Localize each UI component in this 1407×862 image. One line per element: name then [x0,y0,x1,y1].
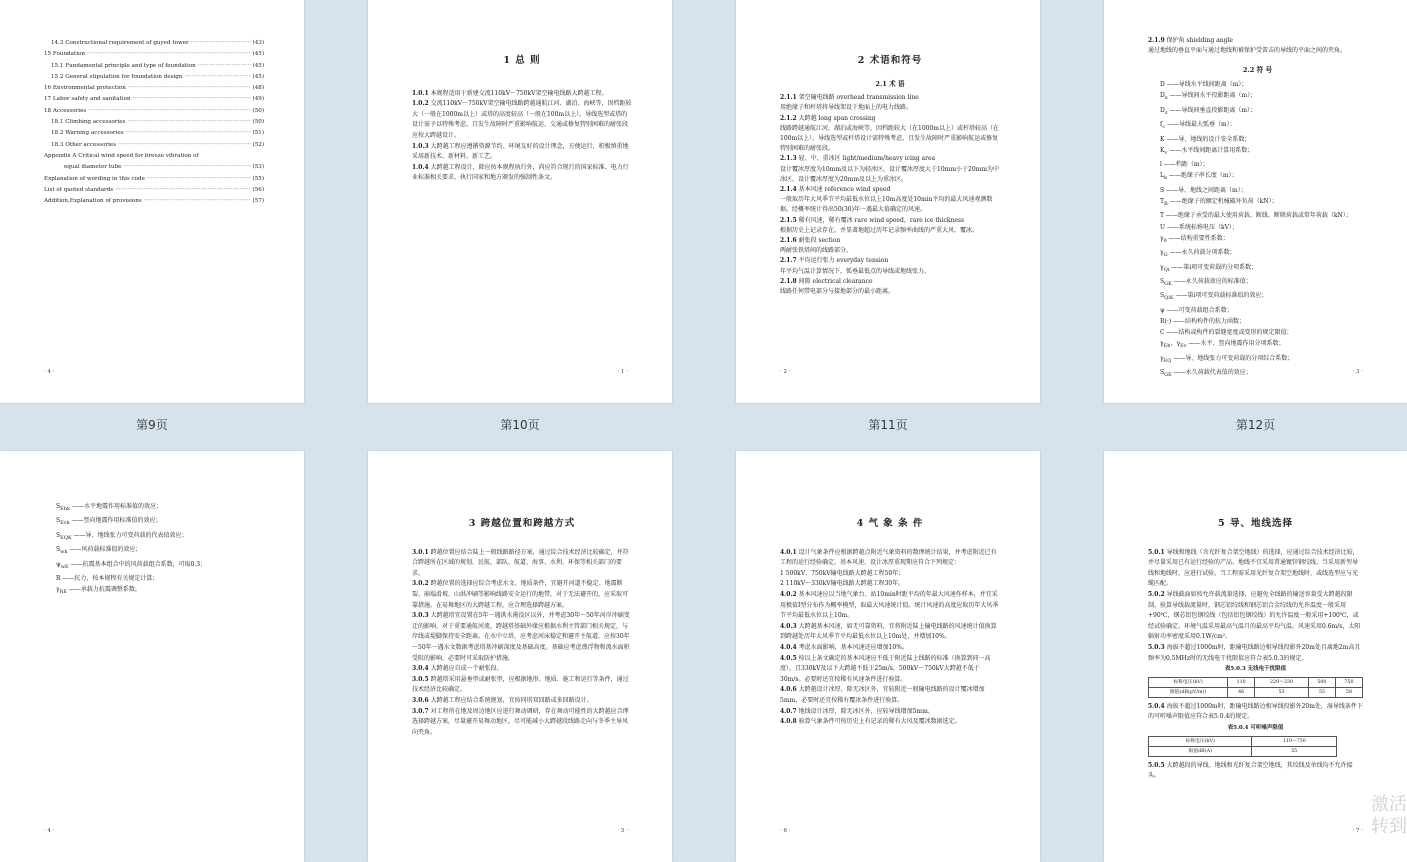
paragraph: 5.0.5 大跨越段的导线、地线和光纤复合架空地线，其绞线及单线均不允许接头。 [1148,761,1353,780]
toc-page-number: (49) [252,96,264,103]
page-number: · 2 · [780,369,791,375]
paragraph: 5.0.3 海拔不超过1000m时，距输电线路边相导线投影外20m处且离地2m高且频率为0.5MHz时的无线电干扰限值应符合表5.0.3的规定。 [1148,643,1361,662]
paragraph: 两耐张铁塔间的线路部分。 [780,247,853,255]
toc-page-number: (53) [252,164,264,171]
toc-entry-title: 18.2 Warning accessories [51,130,124,137]
table-cell: 55 [1252,746,1337,756]
chapter-title: 3 跨越位置和跨越方式 [468,518,576,529]
table-cell: 55 [1308,687,1335,697]
toc-page-number: (51) [252,130,264,137]
toc-entry [44,128,264,139]
table-caption: 表5.0.3 无线电干扰限值 [1224,666,1287,673]
paragraph: 2.1.9 保护角 shielding angle [1148,37,1233,44]
symbol-item: $\gamma_0$ ——结构重要性系数； [1160,234,1229,244]
toc-leader [115,185,250,196]
symbol-item: $S_{QiK}$ ——第i项可变荷载标准值的效应； [1160,292,1268,302]
paragraphs [780,93,1000,297]
paragraph: 2.1.7 平均运行张力 everyday tension [780,257,889,265]
paragraph: 3.0.4 大跨越应自成一个耐张段。 [412,665,503,673]
paragraph: 5.0.2 导线截面如按允许载流量选择，应避免全线路的输送容量受大跨越段限制。验算导线载流量时，钢芯铝绞线和钢芯铝合金绞线的允许温度一般采用+90℃，钢芯铝包钢绞线（包括铝包钢绞线）的允许温度一般采用+100℃，或经试验确定。环境气温采用最高气温月的最高平均气温，风速采用0.6m/s，太阳辐射功率密度采用0.1W/cm²。 [1148,590,1361,641]
paragraphs [412,548,632,739]
paragraph: 1 500kV、750kV输电线路大跨越工程50年； [780,569,905,577]
toc-page-number: (55) [252,175,264,182]
paragraph: 3.0.1 跨越位置应结合陆上一般线路路径方案，通过综合技术经济比较确定，并符合跨越所在区域的规划、民航、部队、航道、海事、水利、环保等相关部门的要求。 [412,548,629,577]
paragraph: 一般取历年大风季节平均最低水位以上10m高度处10min平均的最大风速观测数据，经概率统计得出50(30)年一遇最大值确定的风速。 [780,196,993,214]
table-cell: 限值dB(A) [1149,746,1252,756]
toc-leader [87,49,251,60]
paragraph: 线路任何带电部分与接地部分的最小距离。 [780,288,895,296]
page-number: · 3 · [1352,369,1363,375]
paragraph: 2.1.8 间隙 electrical clearance [780,277,873,285]
paragraph [1148,702,1363,723]
toc-entry [44,106,264,117]
page-content [780,36,1000,297]
symbol-item: $L_k$ ——绝缘子串长度（m）； [1160,172,1238,182]
toc-leader [147,174,251,185]
toc-entry-title: equal diameter tube [64,164,122,171]
toc-leader [144,196,251,207]
paragraph: 年平均气温计算情况下，弧垂最低点的导线或地线张力。 [780,267,931,275]
toc-entry [44,117,264,128]
paragraph: 4.0.7 地线设计冰厚，除无冰区外，应较导线增加5mm。 [780,707,934,715]
toc-entry-title: 14.3 Constructional requirement of guyed tower [51,40,189,46]
paragraphs [1148,36,1367,57]
table-cell: 标称电压(kV) [1149,736,1252,746]
table-cell: 53 [1255,687,1309,697]
toc-entry-title: 16 Environmental protection [44,85,126,92]
toc-entry-title: 15.2 General stipulation for foundation design [51,73,183,80]
paragraph: 2.1.5 稀有风速，稀有覆冰 rare wind speed，rare ice thickness [780,216,965,224]
symbol-item: R ——抗力，按本规程有关规定计算； [56,574,159,582]
symbol-item: U ——系统标称电压（kV）； [1160,223,1238,231]
page-content [412,499,632,738]
paragraph: 2.1.4 基本风速 reference wind speed [780,186,891,194]
symbol-item: $S_{EQK}$ ——导、地线张力可变荷载的代表值效应； [56,531,188,541]
paragraph: 5.0.1 导线和地线（含光纤复合架空地线）的选择，应通过综合技术经济比较，并尽量采用已有运行经验的产品。地线不宜采用普通镀锌钢绞线。当采用新型导线和地线时，应进行试验。当工程需采用光纤复合架空地线时，或线选型应与光缆匹配。 [1148,548,1359,588]
paragraphs [412,89,632,184]
toc-page-number: (45) [252,62,264,69]
toc-page-number: (52) [252,141,264,148]
chapter-title: 5 导、地线选择 [1218,518,1293,529]
symbol-item: $\psi_{wE}$ ——抗震基本组合中的风荷载组合系数，可取0.3； [56,560,207,570]
toc-leader [128,83,251,94]
paragraph: 3.0.6 大跨越工程应结合系统规划，宜按同塔双回路或多回路设计。 [412,696,593,704]
symbol-item: $K_v$ ——水平线间距离计算用系数； [1160,146,1254,156]
symbol-item: $\gamma_{Qi}$ ——第i项可变荷载的分项系数； [1160,263,1258,273]
toc-entry [44,140,264,151]
page-9[interactable] [0,0,304,403]
toc-list [44,38,264,207]
table-row [1149,736,1337,746]
symbol-item: $S_{Ehk}$ ——水平地震作用标准值的效应； [56,503,162,513]
toc-entry-title: 18.3 Other accessories [51,141,117,148]
table-cell: 限值(dB(μV/m)) [1149,687,1228,697]
table-cell: 标称电压(kV) [1149,677,1228,687]
page-number: · 7 · [1352,828,1363,834]
chapter-title: 4 气 象 条 件 [856,518,924,529]
page-content [44,501,264,599]
toc-entry [44,174,264,185]
paragraph: 4.0.4 考虑水面影响，基本风速还应增加10%。 [780,643,908,651]
page-number: · 4 · [44,828,55,834]
paragraph: 2.1.2 大跨越 long span crossing [780,114,876,122]
table-cell: 750 [1335,677,1362,687]
paragraph: 4.0.8 验算气象条件可按历史上有记录的稀有大风及覆冰数据选定。 [780,718,961,726]
page-12[interactable] [1104,0,1407,403]
page-number: · 5 · [617,828,628,834]
toc-page-number: (48) [252,85,264,92]
toc-entry [44,162,264,173]
toc-leader [133,94,251,105]
toc-page-number: (45) [252,51,264,58]
symbol-item: K ——导、地线的设计安全系数； [1160,135,1251,143]
paragraph: 2.1.3 轻、中、重冰区 light/medium/heavy icing area [780,155,936,163]
toc-leader [126,128,251,139]
page-number: · 1 · [617,369,628,375]
page-content [412,36,632,184]
table-cell: 46 [1228,687,1255,697]
toc-entry [44,38,264,49]
paragraph: 2 110kV～330kV输电线路大跨越工程30年。 [780,580,905,588]
toc-entry [44,61,264,72]
paragraphs [780,548,1000,728]
symbol-item: $S_{GK}$ ——永久荷载效应的标准值； [1160,277,1252,288]
table-row [1149,687,1363,697]
page-11[interactable] [736,0,1040,403]
caption-page-11[interactable]: 第11页 [868,418,908,432]
symbol-item: $\gamma_{EQ}$ ——导、地线张力可变荷载的分项综合系数； [1160,354,1294,364]
toc-page-number: (50) [252,107,264,114]
audible-noise-table [1148,736,1337,757]
toc-entry-title: 15 Foundation [44,51,85,58]
symbol-item: $T_R$ ——绝缘子的额定机械破坏负荷（kN）； [1160,197,1278,208]
page-content [780,499,1000,728]
symbol-item: $S_{wk}$ ——风荷载标准值的效应； [56,546,142,556]
toc-entry [44,185,264,196]
watermark-line: 转到 [1371,816,1407,837]
symbol-item: R(·) ——结构构件的抗力函数； [1160,317,1246,325]
symbol-item: ψ ——可变荷载组合系数； [1160,306,1233,314]
page-14[interactable] [368,451,672,862]
paragraph: 线路跨越通航江河、湖泊或海峡等，因档距较大（在1000m以上）或杆塔较高（在100m以上），导线选型或杆塔设计需特殊考虑，且发生故障时严重影响航运或修复特别困难的耐张段。 [780,124,999,153]
page-content [1148,36,1367,382]
table-cell: 220～330 [1255,677,1309,687]
symbol-item: $D_x$ ——导线间水平投影距离（m）； [1160,92,1257,102]
paragraph: 3.0.3 大跨越塔宜设置在5年一遇洪水淹没区以外，并考虑30年～50年河岸冲刷变迁的影响。对于重要通航河流，跨越塔基础外缘应根据水利主管部门相关规定，与岸线或堤脚保持安全距离。在水中立塔，应考虑河床稳定和避开主航道，应按30年～50年一遇水文数据考虑塔基冲刷深度及基础高度。基础应考虑漂浮物和流水面积受阻的影响，必要时可采取防护措施。 [412,612,630,662]
toc-leader [191,38,251,49]
toc-entry-title: List of quoted standards [44,186,114,193]
symbol-item: $\gamma_{RE}$ ——承载力抗震调整系数。 [56,586,141,596]
toc-leader [123,162,250,173]
toc-entry [44,83,264,94]
symbol-item: S ——导、地线之间距离（m）； [1160,186,1247,194]
paragraph: 3.0.7 对工程所在地及周边地区应进行舞动调研，存在舞动可能性的大跨越应合理选择跨越方案，尽量避开易舞动地区，尽可能减小大跨越段线路走向与冬季主导风向夹角。 [412,707,629,736]
paragraph: 通过地线的垂直平面与通过地线和被保护受雷击的导线的平面之间的夹角。 [1148,47,1347,55]
toc-page-number: (43) [252,40,264,46]
paragraph: 用绝缘子和杆塔将导线架设于地面上的电力线路。 [780,104,913,112]
paragraph: 4.0.5 按以上条文确定的基本风速应不低于附近陆上线路的标准（换算到同一高度），且330kV及以下大跨越不低于25m/s，500kV～750kV大跨越不低于30m/s。必要时还宜按稀有风速条件进行验算。 [780,654,991,683]
symbol-list [1148,79,1367,381]
toc-page-number: (50) [252,119,264,126]
toc-entry [44,94,264,105]
paragraph: 3.0.5 跨越塔采用悬垂型或耐张型，应根据地形、地质、施工和运行等条件，通过技术经济比较确定。 [412,675,629,694]
toc-leader [127,117,250,128]
toc-leader [198,61,251,72]
table-cell: 110～750 [1252,736,1337,746]
activation-watermark [1371,794,1407,838]
paragraph: 4.0.1 设计气象条件应根据跨越点附近气象资料的数理统计结果，并考虑附近已有工程的运行经验确定，基本风速、设计冰厚重现期应符合下列规定： [780,548,997,567]
toc-entry-title: Addition,Explanation of provisions [44,198,142,205]
chapter-title: 1 总 则 [503,55,541,66]
symbol-item: $S_{Evk}$ ——竖向地震作用标准值的效应； [56,517,162,527]
symbol-item: C ——结构或构件的裂缝宽度或变形的规定限值； [1160,329,1293,337]
table-cell: 58 [1335,687,1362,697]
table-caption: 表5.0.4 可听噪声限值 [1227,724,1284,731]
page-10[interactable] [368,0,672,403]
toc-entry-title: 15.1 Fundamental principle and type of foundation [51,62,196,69]
symbol-item: $\gamma_{Eh}$、$\gamma_{Ev}$ ——水平、竖向地震作用分项系数； [1160,340,1285,350]
toc-entry [44,72,264,83]
paragraph: 1.0.1 本规程适用于新建交流110kV～750kV架空输电线路大跨越工程。 [412,89,608,97]
paragraph: 5.0.4 海拔不超过1000m时，距输电线路边相导线投影外20m处，湿导线条件下的可听噪声限值应符合表5.0.4的规定。 [1148,702,1363,721]
toc-entry-title: 17 Labor safety and sanitation [44,96,131,103]
symbol-item: l ——档距（m）； [1160,161,1209,169]
paragraph: 2.1.6 耐张段 section [780,237,841,245]
toc-leader [184,72,250,83]
symbol-item: T ——绝缘子承受的最大使用荷载、断线、断联荷载或常年荷载（kN）； [1160,212,1352,220]
page-number: · 6 · [780,828,791,834]
page-16[interactable] [1104,451,1407,862]
page-13[interactable] [0,451,304,862]
radio-interference-table [1148,677,1363,698]
toc-entry-title: Explanation of wording in this code [44,175,145,182]
toc-entry-title: 18.1 Climbing accessories [51,119,126,126]
caption-page-9[interactable]: 第9页 [136,418,168,432]
toc-entry-title: 18 Accessories [44,107,87,114]
paragraph: 根据历史上记录存在，并显著地超过历年记录频率曲线的严重大风、覆冰。 [780,226,979,234]
page-15[interactable] [736,451,1040,862]
table-cell: 500 [1308,677,1335,687]
symbol-item: $S_{GE}$ ——永久荷载代表值的效应； [1160,369,1252,379]
toc-entry-title: Appendix A Critical wind speed for breeze vibration of [44,152,199,159]
caption-page-10[interactable]: 第10页 [500,418,540,432]
paragraph [1148,761,1363,782]
paragraph: 4.0.6 大跨越设计冰厚，除无冰区外，宜较附近一般输电线路的设计覆冰增加5mm，必要时还宜按稀有覆冰条件进行验算。 [780,686,985,704]
table-cell: 110 [1228,677,1255,687]
toc-entry [44,196,264,207]
symbol-list [44,501,264,599]
toc-entry [44,49,264,60]
watermark-line: 激活 [1371,794,1407,815]
table-row [1149,677,1363,687]
paragraph: 4.0.3 大跨越基本风速，如无可靠资料，宜将附近陆上输电线路的风速统计值换算到跨越处历年大风季节平均最低水位以上10m处，并增加10%。 [780,622,997,641]
paragraphs [1148,548,1363,665]
caption-page-12[interactable]: 第12页 [1235,418,1276,432]
symbol-item: D ——导线水平线间距离（m）； [1160,81,1248,89]
toc-leader [88,106,250,117]
paragraph: 3.0.2 跨越位置的选择应综合考虑水文、地质条件，宜避开河道不稳定、地震断裂、崩塌滑坡、山洪冲刷等影响线路安全运行的地带，对于无法避开的，应采取可靠措施。在易舞地区的大跨越工程，应合理选择跨越方案。 [412,580,629,609]
symbol-item: $f_c$ ——导线最大弧垂（m）； [1160,121,1236,131]
section-title: 2.2 符 号 [1242,65,1273,74]
page-number: · 4 · [44,369,55,375]
table-row [1149,746,1337,756]
toc-page-number: (57) [252,198,264,205]
toc-page-number: (56) [252,186,264,193]
paragraph: 2.1.1 架空输电线路 overhead transmission line [780,94,919,102]
toc-page-number: (45) [252,73,264,80]
paragraph: 1.0.3 大跨越工程应遵循资源节约、环境友好的设计理念，方便运行，积极慎重地采用新技术、新材料、新工艺。 [412,142,629,161]
page-content [1148,499,1363,782]
symbol-item: $D_z$ ——导线间垂直投影距离（m）； [1160,106,1257,116]
section-title: 2.1 术 语 [875,79,905,88]
toc-leader [118,140,250,151]
toc-entry [44,151,264,162]
paragraph: 4.0.2 基本风速应以当地气象台、站10min时距平均的年最大风速作样本，并宜采用极值Ⅰ型分布作为概率模型，取最大风速统计值。统计风速的高度应取历年大风季节平均最低水位以上10m。 [780,590,999,620]
paragraph: 1.0.2 交流110kV～750kV架空输电线路跨越通航江河、湖泊、海峡等，因档距较大（一般在1000m以上）或塔的高度较高（一般在100m以上），导线选型或塔的设计需予以特殊考虑，且发生故障时严重影响航运、交通或修复特别困难的耐张段应按大跨越设计。 [412,100,632,139]
symbol-item: $\gamma_G$ ——永久荷载分项系数； [1160,249,1236,259]
paragraph: 设计覆冰厚度为10mm及以下为轻冰区，设计覆冰厚度大于10mm小于20mm为中冰区，设计覆冰厚度为20mm及以上为重冰区。 [780,165,1000,183]
paragraph: 1.0.4 大跨越工程设计，除应按本规程执行外，尚应符合现行的国家标准、电力行业标准相关要求，执行国家和地方颁发的强制性条文。 [412,163,629,182]
chapter-title: 2 术语和符号 [857,55,923,66]
